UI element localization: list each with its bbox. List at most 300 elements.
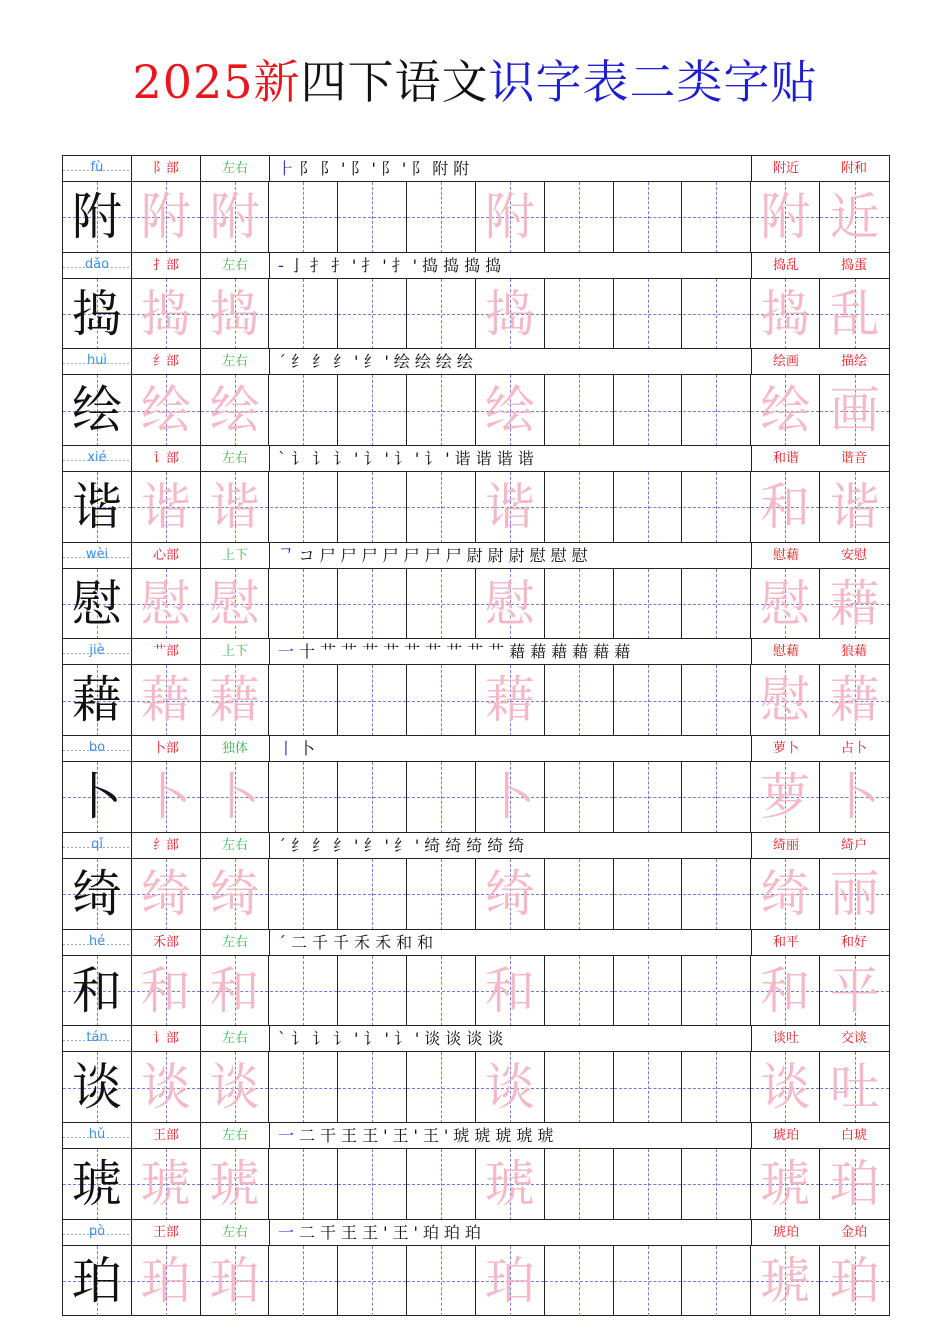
example-word: 附和 [840,161,867,176]
tian-grid-cell [820,762,889,833]
tian-grid-cell[interactable] [407,182,476,253]
practice-grid-row [63,762,889,833]
stroke-step: 谈 [466,1029,488,1049]
tian-grid-cell [476,859,545,930]
trace-character: 珀 [209,1251,260,1310]
tian-grid-cell[interactable] [270,1052,339,1123]
example-word: 安慰 [840,547,867,563]
info-row [63,1123,889,1149]
model-character: 珀 [71,1251,122,1310]
stroke-step: 珀 [464,1222,486,1242]
model-character: 谈 [71,1058,122,1117]
tian-grid-cell[interactable] [407,279,476,350]
trace-character: 卜 [140,768,191,827]
tian-grid-cell[interactable] [270,762,339,833]
example-word: 和谐 [772,451,799,467]
tian-grid-cell[interactable] [338,375,407,446]
stroke-step: 讠' [424,449,455,469]
tian-grid-cell[interactable] [270,375,339,446]
trace-word-character: 琥 [760,1251,811,1310]
tian-grid-cell[interactable] [407,472,476,543]
stroke-step: 王' [422,1125,454,1145]
tian-grid-cell[interactable] [338,859,407,930]
trace-word-character: 谈 [760,1058,811,1117]
tian-grid-cell[interactable] [545,569,614,640]
stroke-order [270,1123,752,1149]
tian-grid-cell[interactable] [338,1052,407,1123]
trace-character: 谈 [140,1058,191,1117]
stroke-order [270,639,752,665]
info-row [63,930,889,956]
trace-word-character: 丽 [829,864,880,923]
stroke-step: 和 [396,932,418,952]
stroke-step: 一 [278,1125,300,1145]
stroke-step: 千 [312,932,334,952]
stroke-step: ˊ [278,835,291,855]
radical-label: 王部 [132,1123,201,1149]
trace-word-character: 藉 [829,671,880,730]
tian-grid-cell [820,182,889,253]
stroke-step: 禾 [354,932,376,952]
tian-grid-cell[interactable] [270,279,339,350]
stroke-order [270,156,752,182]
trace-character: 琥 [209,1154,260,1213]
example-word: 绮丽 [772,837,799,853]
practice-grid-row [63,279,889,350]
model-character: 附 [71,188,122,246]
model-character: 藉 [71,671,122,730]
trace-character: 附 [140,188,191,246]
stroke-step: 谈 [445,1029,467,1049]
trace-word-character: 谐 [829,478,880,537]
stroke-step: 尸 [424,545,446,565]
stroke-step: 谐 [454,449,476,469]
tian-grid-cell[interactable] [270,182,339,253]
tian-grid-cell [751,762,820,833]
example-word: 谐音 [840,451,867,467]
tian-grid-cell [201,569,270,640]
structure-label: 左右 [201,253,270,279]
tian-grid-cell[interactable] [683,1052,752,1123]
tian-grid-cell [201,182,270,253]
tian-grid-cell [476,1246,545,1317]
stroke-step: 扌' [391,255,423,275]
tian-grid-cell[interactable] [545,1246,614,1317]
tian-grid-cell[interactable] [407,375,476,446]
stroke-step: 珀 [422,1222,444,1242]
tian-grid-cell [476,956,545,1027]
tian-grid-cell[interactable] [614,1052,683,1123]
structure-label: 独体 [201,736,270,762]
stroke-step: 绮 [508,835,530,855]
tian-grid-cell[interactable] [545,665,614,736]
character-block [63,348,889,445]
info-row [63,156,889,182]
example-word: 附近 [772,161,799,176]
tian-grid-cell [476,1149,545,1220]
tian-grid-cell[interactable] [545,472,614,543]
stroke-step: 谐 [496,449,518,469]
tian-grid-cell[interactable] [614,665,683,736]
example-word: 慰藉 [772,644,799,660]
model-character: 和 [71,961,122,1020]
stroke-step: 一 [278,1222,300,1242]
tian-grid-cell [751,665,820,736]
tian-grid-cell[interactable] [683,279,752,350]
tian-grid-cell[interactable] [338,762,407,833]
stroke-step: 阝' [380,159,412,178]
tian-grid-cell[interactable] [338,1246,407,1317]
trace-word-character: 画 [829,381,880,440]
tian-grid-cell [751,472,820,543]
info-row [63,1026,889,1052]
stroke-step: 珀 [443,1222,465,1242]
tian-grid-cell [476,569,545,640]
stroke-step: 慰 [529,545,551,565]
tian-grid-cell[interactable] [545,762,614,833]
tian-grid-cell[interactable] [545,279,614,350]
stroke-step: 讠' [363,449,394,469]
stroke-step: 捣 [485,255,507,275]
trace-character: 谈 [209,1058,260,1117]
tian-grid-cell [751,375,820,446]
tian-grid-cell[interactable] [270,665,339,736]
stroke-step: 绘 [435,352,457,372]
tian-grid-cell [820,279,889,350]
model-character: 绘 [71,381,122,440]
example-word: 捣蛋 [840,257,867,273]
tian-grid-cell[interactable] [338,569,407,640]
tian-grid-cell[interactable] [270,956,339,1027]
tian-grid-cell [132,1149,201,1220]
trace-character: 和 [484,961,535,1020]
example-words [752,1220,889,1246]
tian-grid-cell[interactable] [407,1246,476,1317]
stroke-step: 讠 [291,1029,313,1049]
tian-grid-cell [132,762,201,833]
tian-grid-cell[interactable] [270,1246,339,1317]
tian-grid-cell[interactable] [683,956,752,1027]
stroke-step: 丨 [278,739,300,759]
pinyin-label: xié [63,446,132,472]
stroke-step: 琥 [495,1125,517,1145]
tian-grid-cell [63,1052,132,1123]
stroke-step: 捣 [422,255,444,275]
trace-word-character: 绮 [760,864,811,923]
stroke-step: ⺊ [278,159,300,178]
pinyin-label: tán [63,1026,132,1052]
copybook-sheet [62,155,890,1316]
tian-grid-cell[interactable] [338,665,407,736]
tian-grid-cell [751,279,820,350]
trace-word-character: 萝 [760,768,811,827]
stroke-order [270,253,752,279]
stroke-step: 亅 [288,255,310,275]
tian-grid-cell[interactable] [683,375,752,446]
practice-grid-row [63,472,889,543]
trace-word-character: 藉 [829,574,880,633]
structure-label: 上下 [201,543,270,569]
trace-character: 珀 [484,1251,535,1310]
stroke-step: 讠 [312,449,334,469]
trace-character: 附 [484,188,535,246]
stroke-step: 艹 [362,642,384,662]
tian-grid-cell[interactable] [614,762,683,833]
tian-grid-cell [820,1246,889,1317]
tian-grid-cell [476,182,545,253]
tian-grid-cell[interactable] [683,569,752,640]
tian-grid-cell[interactable] [614,375,683,446]
tian-grid-cell [751,859,820,930]
tian-grid-cell[interactable] [407,569,476,640]
stroke-step: 尸 [403,545,425,565]
stroke-step: 王 [341,1222,363,1242]
example-word: 谈吐 [772,1031,799,1047]
tian-grid-cell [63,375,132,446]
tian-grid-cell[interactable] [338,1149,407,1220]
stroke-step: 干 [320,1222,342,1242]
tian-grid-cell [820,1149,889,1220]
tian-grid-cell[interactable] [338,279,407,350]
tian-grid-cell[interactable] [270,472,339,543]
structure-label: 左右 [201,156,270,182]
tian-grid-cell[interactable] [683,665,752,736]
title-part-blue: 识字表二类字贴 [488,55,818,109]
tian-grid-cell[interactable] [407,665,476,736]
stroke-order [270,1220,752,1246]
example-words [752,349,889,375]
stroke-step: 阝' [320,159,351,178]
stroke-step: ˊ [278,352,291,372]
stroke-step: ` [278,449,291,469]
stroke-step: 讠' [393,449,425,469]
info-row [63,639,889,665]
trace-character: 藉 [140,671,191,730]
stroke-step: 二 [299,1125,321,1145]
stroke-step: 王 [341,1125,363,1145]
structure-label: 左右 [201,1123,270,1149]
stroke-step: 琥 [453,1125,475,1145]
stroke-step: 绘 [414,352,436,372]
tian-grid-cell[interactable] [614,569,683,640]
stroke-step: ᄀ [278,545,299,565]
stroke-step: 讠' [393,1029,425,1049]
tian-grid-cell[interactable] [614,472,683,543]
page-title [0,52,950,112]
stroke-step: 藉 [614,642,636,662]
example-words [752,833,889,859]
practice-grid-row [63,1052,889,1123]
trace-character: 谐 [484,478,535,537]
tian-grid-cell [132,1246,201,1317]
tian-grid-cell [201,956,270,1027]
tian-grid-cell[interactable] [407,956,476,1027]
example-word: 和平 [772,934,799,950]
structure-label: 左右 [201,446,270,472]
tian-grid-cell [63,1246,132,1317]
stroke-step: 禾 [375,932,397,952]
stroke-step: 阝 [411,159,433,178]
tian-grid-cell [820,665,889,736]
tian-grid-cell [201,472,270,543]
tian-grid-cell[interactable] [407,1149,476,1220]
stroke-step: 藉 [572,642,594,662]
stroke-step: 干 [320,1125,342,1145]
trace-word-character: 珀 [829,1251,880,1310]
trace-character: 慰 [209,574,260,633]
stroke-order [270,349,752,375]
trace-word-character: 乱 [829,284,880,343]
tian-grid-cell [820,569,889,640]
example-words [752,156,889,182]
stroke-step: 王' [392,1222,423,1242]
tian-grid-cell [132,279,201,350]
pinyin-label: pò [63,1220,132,1246]
stroke-step: 王' [392,1125,423,1145]
stroke-step: 十 [299,642,321,662]
trace-character: 绘 [140,381,191,440]
trace-word-character: 卜 [829,768,880,827]
tian-grid-cell[interactable] [545,182,614,253]
stroke-step: 艹 [467,642,489,662]
character-block [63,542,889,639]
tian-grid-cell[interactable] [614,859,683,930]
example-word: 绮户 [840,837,867,853]
trace-word-character: 附 [760,188,811,246]
stroke-step: 藉 [593,642,615,662]
trace-word-character: 和 [760,961,811,1020]
radical-label: 艹部 [132,639,201,665]
tian-grid-cell[interactable] [407,762,476,833]
tian-grid-cell[interactable] [407,859,476,930]
tian-grid-cell [132,472,201,543]
tian-grid-cell[interactable] [338,956,407,1027]
stroke-step: 慰 [550,545,572,565]
practice-grid-row [63,1246,889,1317]
tian-grid-cell[interactable] [545,375,614,446]
stroke-step: 纟' [363,352,394,372]
tian-grid-cell [132,859,201,930]
character-block [63,929,889,1026]
stroke-step: 艹 [341,642,363,662]
trace-word-character: 慰 [760,671,811,730]
structure-label: 左右 [201,1026,270,1052]
character-block [63,445,889,542]
info-row [63,736,889,762]
stroke-step: 纟' [363,835,394,855]
stroke-step: 谐 [475,449,497,469]
stroke-step: 阝' [350,159,381,178]
trace-character: 藉 [484,671,535,730]
tian-grid-cell[interactable] [407,1052,476,1123]
tian-grid-cell [751,956,820,1027]
structure-label: 上下 [201,639,270,665]
stroke-step: 纟' [333,352,364,372]
tian-grid-cell [132,375,201,446]
tian-grid-cell [201,375,270,446]
stroke-order [270,736,752,762]
trace-character: 慰 [140,574,191,633]
stroke-step: 绘 [456,352,478,372]
example-word: 和好 [840,934,867,950]
trace-character: 和 [209,961,260,1020]
radical-label: 讠部 [132,1026,201,1052]
practice-grid-row [63,859,889,930]
stroke-step: - [278,255,289,275]
trace-character: 琥 [484,1154,535,1213]
stroke-step: 纟' [393,835,425,855]
stroke-step: 一 [278,642,300,662]
tian-grid-cell[interactable] [683,182,752,253]
tian-grid-cell [63,956,132,1027]
trace-word-character: 慰 [760,574,811,633]
tian-grid-cell[interactable] [545,859,614,930]
tian-grid-cell[interactable] [683,1149,752,1220]
example-words [752,253,889,279]
model-character: 绮 [71,864,122,923]
tian-grid-cell[interactable] [270,569,339,640]
stroke-step: 艹 [404,642,426,662]
tian-grid-cell[interactable] [614,1246,683,1317]
trace-character: 慰 [484,574,535,633]
stroke-step: 和 [417,932,439,952]
tian-grid-cell[interactable] [614,182,683,253]
pinyin-label: dǎo [63,253,132,279]
stroke-step: 纟' [333,835,364,855]
stroke-step: 卜 [299,739,321,759]
example-word: 萝卜 [772,741,799,757]
tian-grid-cell[interactable] [545,1052,614,1123]
tian-grid-cell [751,1052,820,1123]
tian-grid-cell[interactable] [683,472,752,543]
tian-grid-cell[interactable] [614,1149,683,1220]
stroke-step: 绮 [445,835,467,855]
trace-word-character: 捣 [760,284,811,343]
tian-grid-cell[interactable] [545,956,614,1027]
trace-character: 谐 [140,478,191,537]
trace-character: 捣 [209,284,260,343]
tian-grid-cell [476,665,545,736]
tian-grid-cell[interactable] [270,1149,339,1220]
stroke-step: 讠' [333,1029,364,1049]
example-word: 占卜 [840,741,867,757]
character-block [63,638,889,735]
tian-grid-cell[interactable] [338,472,407,543]
stroke-step: 琥 [516,1125,538,1145]
tian-grid-cell[interactable] [270,859,339,930]
tian-grid-cell[interactable] [683,762,752,833]
practice-grid-row [63,375,889,446]
trace-character: 卜 [209,768,260,827]
trace-word-character: 琥 [760,1154,811,1213]
tian-grid-cell[interactable] [338,182,407,253]
tian-grid-cell [132,182,201,253]
pinyin-label: hé [63,930,132,956]
tian-grid-cell[interactable] [614,279,683,350]
info-row [63,833,889,859]
character-block [63,735,889,832]
radical-label: 扌部 [132,253,201,279]
tian-grid-cell [751,1246,820,1317]
tian-grid-cell [476,472,545,543]
tian-grid-cell[interactable] [614,956,683,1027]
tian-grid-cell[interactable] [545,1149,614,1220]
stroke-step: 纟 [291,352,313,372]
tian-grid-cell[interactable] [683,1246,752,1317]
radical-label: 纟部 [132,833,201,859]
tian-grid-cell[interactable] [683,859,752,930]
trace-character: 绮 [209,864,260,923]
